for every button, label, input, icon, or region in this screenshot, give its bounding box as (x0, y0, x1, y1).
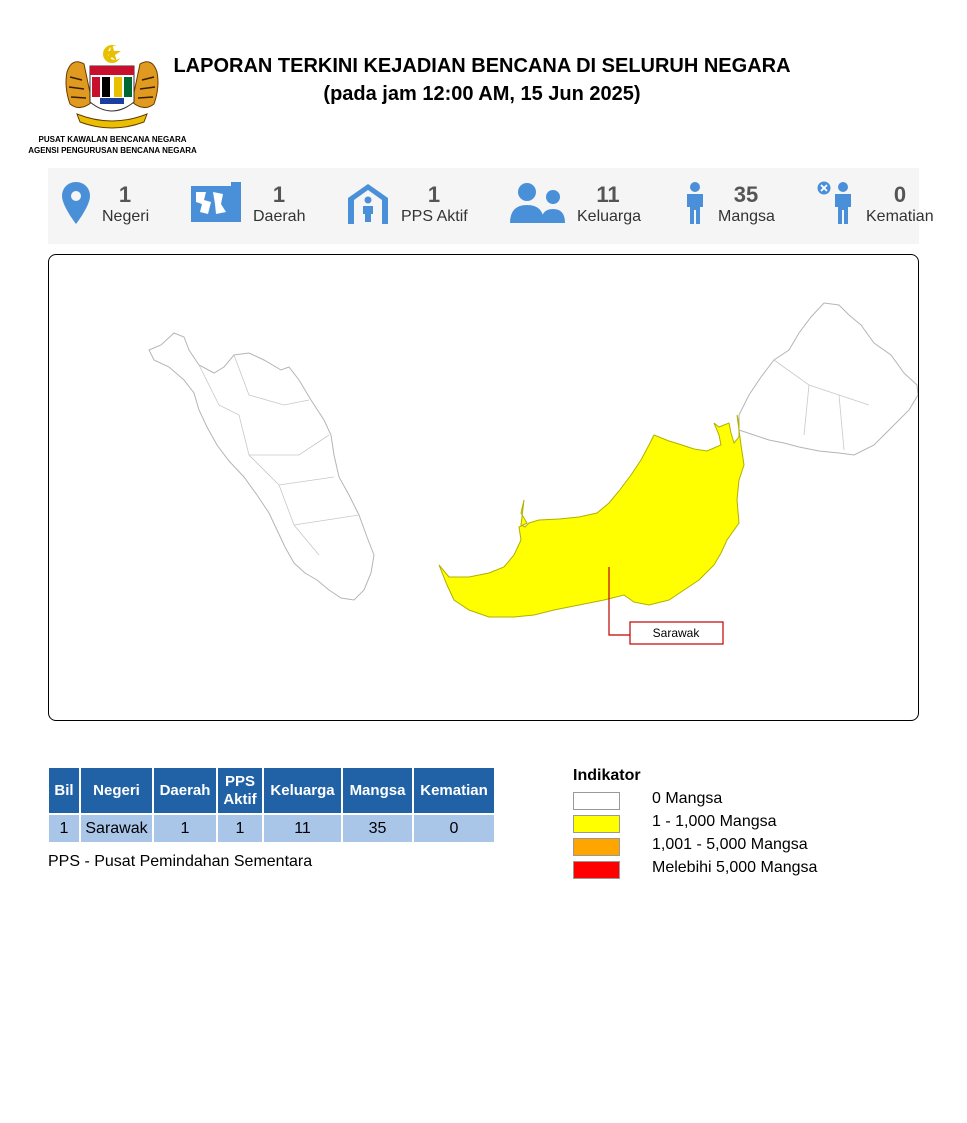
org-name-line2: AGENSI PENGURUSAN BENCANA NEGARA (28, 146, 197, 155)
stat-daerah-value: 1 (272, 182, 286, 207)
family-icon (510, 183, 566, 228)
malaysia-map (49, 255, 918, 720)
table-cell-bil: 1 (49, 815, 79, 842)
sabah-region (739, 303, 918, 455)
stat-negeri-label: Negeri (102, 208, 150, 225)
stat-pps-label: PPS Aktif (401, 208, 468, 225)
disaster-summary-table (47, 766, 496, 844)
table-header-keluarga: Keluarga (264, 768, 341, 813)
legend-title: Indikator (573, 767, 641, 784)
location-pin-icon (62, 182, 90, 229)
stat-keluarga-value: 11 (596, 182, 620, 207)
table-cell-negeri: Sarawak (81, 815, 152, 842)
legend-swatch-low (573, 815, 620, 833)
table-cell-pps-aktif: 1 (218, 815, 262, 842)
sarawak-callout-label: Sarawak (652, 626, 700, 640)
deceased-person-icon (817, 181, 855, 229)
org-name-line1: PUSAT KAWALAN BENCANA NEGARA (38, 135, 187, 144)
legend-label-high: Melebihi 5,000 Mangsa (652, 859, 818, 876)
legend-label-zero: 0 Mangsa (652, 790, 723, 807)
table-header-negeri: Negeri (81, 768, 152, 813)
stats-bar (48, 168, 919, 244)
stat-keluarga-label: Keluarga (577, 208, 642, 225)
map-panel (48, 254, 919, 721)
legend-swatch-medium (573, 838, 620, 856)
district-map-icon (191, 182, 241, 227)
stat-kematian-value: 0 (893, 182, 907, 207)
legend-swatch-zero (573, 792, 620, 810)
peninsular-malaysia-region (149, 333, 374, 600)
table-header-mangsa: Mangsa (343, 768, 412, 813)
stat-pps-value: 1 (427, 182, 441, 207)
table-cell-daerah: 1 (154, 815, 216, 842)
shelter-icon (346, 182, 390, 229)
person-icon (684, 182, 706, 229)
table-cell-keluarga: 11 (264, 815, 341, 842)
sarawak-region (439, 415, 744, 617)
stat-mangsa-label: Mangsa (718, 208, 775, 225)
table-header-pps-aktif: PPS Aktif (218, 768, 262, 813)
legend-swatch-high (573, 861, 620, 879)
stat-kematian-label: Kematian (866, 208, 934, 225)
stat-mangsa-value: 35 (733, 182, 759, 207)
page-title: LAPORAN TERKINI KEJADIAN BENCANA DI SELURUH NEGARA (173, 55, 791, 77)
page-subtitle: (pada jam 12:00 AM, 15 Jun 2025) (323, 83, 641, 105)
table-header-daerah: Daerah (154, 768, 216, 813)
legend-label-medium: 1,001 - 5,000 Mangsa (652, 836, 808, 853)
table-header-bil: Bil (49, 768, 79, 813)
table-cell-mangsa: 35 (343, 815, 412, 842)
pps-footnote: PPS - Pusat Pemindahan Sementara (48, 853, 313, 870)
legend-label-low: 1 - 1,000 Mangsa (652, 813, 777, 830)
table-cell-kematian: 0 (414, 815, 494, 842)
stat-daerah-label: Daerah (253, 208, 306, 225)
table-row (49, 815, 494, 842)
table-header-kematian: Kematian (414, 768, 494, 813)
stat-negeri-value: 1 (118, 182, 132, 207)
